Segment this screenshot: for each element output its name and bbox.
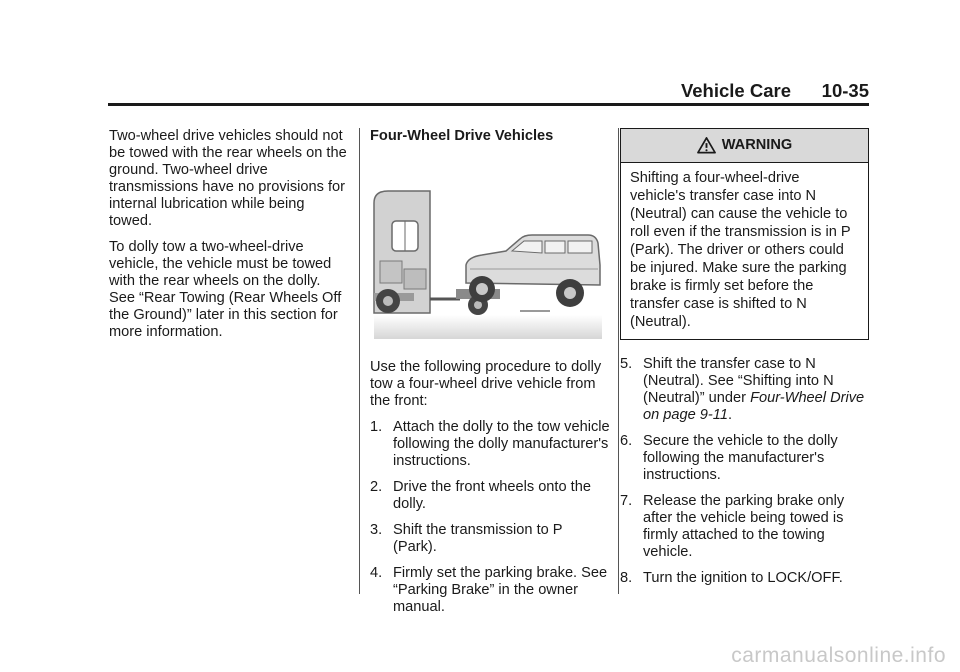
step-text: Shift the transmission to P (Park). [393,522,563,555]
column-right [620,128,870,596]
list-item [370,522,610,556]
step-number: 7. [620,493,633,509]
warning-header [621,129,868,163]
list-item [370,479,610,513]
paragraph: Two-wheel drive vehicles should not be towed with the rear wheels on the ground. Two-wheel drive transmissions have no provisions for internal lubrication while being towed. [109,128,347,229]
step-text: Firmly set the parking brake. See “Parking Brake” in the owner manual. [393,565,608,615]
step-number: 5. [620,356,633,372]
step-text: Drive the front wheels onto the dolly. [393,479,591,512]
step-text: Turn the ignition to LOCK/OFF. [643,570,843,586]
section-heading: Four-Wheel Drive Vehicles [370,128,554,144]
step-text: Attach the dolly to the tow vehicle following the dolly manufacturer's instructions. [393,419,610,469]
paragraph: To dolly tow a two-wheel-drive vehicle, the vehicle must be towed with the rear wheels on the dolly. See “Rear Towing (Rear Wheels Off the Ground)” later in this section for more information. [109,239,342,340]
warning-box [620,128,869,340]
list-item [370,565,610,616]
warning-body: Shifting a four-wheel-drive vehicle's transfer case into N (Neutral) can cause the vehicle to roll even if the transmission is in P (Park). The driver or others could be injured. Make sure the parking brake is firmly set before the transfer case is shifted to N (Neutral). [630,170,851,330]
step-number: 4. [370,565,383,581]
step-number: 1. [370,419,383,435]
list-item [620,570,870,587]
step-text: Release the parking brake only after the vehicle being towed is firmly attached to the towing vehicle. [643,493,845,560]
column-middle [370,128,610,625]
procedure-steps [370,419,610,616]
column-divider-1 [359,128,360,594]
list-item [620,493,870,561]
list-item [620,433,870,484]
step-text: Secure the vehicle to the dolly following the manufacturer's instructions. [643,433,838,483]
step-number: 2. [370,479,383,495]
column-left [109,128,349,350]
warning-heading: WARNING [721,137,793,153]
section-title: Vehicle Care [680,80,791,101]
paragraph: Use the following procedure to dolly tow a four-wheel drive vehicle from the front: [370,359,602,409]
warning-triangle-icon [697,136,716,155]
dolly-towing-illustration [370,165,602,341]
step-number: 6. [620,433,633,449]
list-item [370,419,610,470]
watermark: carmanualsonline.info [731,644,946,667]
step-number: 3. [370,522,383,538]
page-number: 10-35 [821,80,869,101]
step-number: 8. [620,570,633,586]
header-rule [108,103,869,106]
step-text: Shift the transfer case to N (Neutral). See “Shifting into N (Neutral)” under Four-Wheel Drive on page 9-11. [643,356,865,423]
cross-reference: Four-Wheel Drive on page 9-11 [643,390,865,423]
list-item [620,356,870,424]
procedure-steps-continued [620,356,870,587]
column-divider-2 [618,128,619,594]
